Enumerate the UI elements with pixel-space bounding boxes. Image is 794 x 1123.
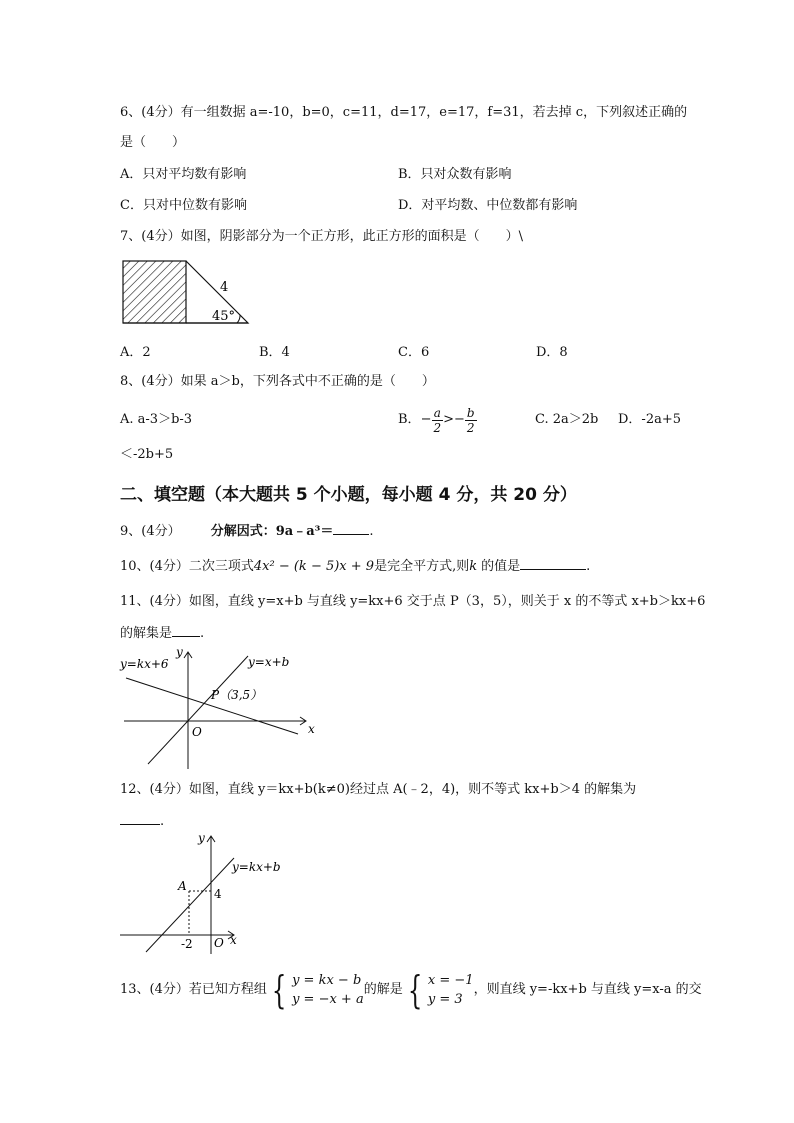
q13-end: ，则直线 y=-kx+b 与直线 y=x-a 的交 bbox=[473, 982, 702, 997]
q12-figure bbox=[118, 830, 298, 956]
q7-option-d: D．8 bbox=[536, 345, 568, 360]
q13-equation-system: { y = kx − b y = −x + a bbox=[271, 968, 364, 1012]
q12-stem-line1: 12、(4分）如图，直线 y＝kx+b(k≠0)经过点 A(﹣2，4)，则不等式 kx+b＞4 的解集为 bbox=[120, 782, 637, 797]
q6-option-c: C．只对中位数有影响 bbox=[120, 198, 247, 213]
q13-eq1: y = kx − b bbox=[292, 973, 362, 988]
q11-stem-line1: 11、(4分）如图，直线 y=x+b 与直线 y=kx+6 交于点 P（3，5），则关于 x 的不等式 x+b＞kx+6 bbox=[120, 594, 706, 609]
q10-period: . bbox=[586, 559, 591, 574]
q6-stem-line1: 6、(4分）有一组数据 a=-10，b=0，c=11，d=17，e=17，f=31，若去掉 c，下列叙述正确的 bbox=[120, 105, 688, 120]
q6-option-a: A．只对平均数有影响 bbox=[120, 167, 247, 182]
q10-line bbox=[120, 557, 590, 576]
q11-stem-line2 bbox=[120, 624, 204, 643]
q12-label-a: A bbox=[178, 879, 187, 893]
q11-label-p: P（3,5） bbox=[211, 688, 263, 702]
q11-line2-text: 的解集是 bbox=[120, 626, 173, 641]
q8-fraction-b: $\frac{b}{2}$ bbox=[466, 405, 475, 435]
q6-stem-line2: 是（ ） bbox=[120, 135, 186, 150]
q12-label-line: y=kx+b bbox=[232, 860, 281, 874]
q8-option-a: A. a-3＞b-3 bbox=[120, 412, 193, 427]
q10-expression: 4x² − (k − 5)x + 9 bbox=[253, 559, 375, 574]
q13-line bbox=[120, 967, 702, 1013]
q11-label-xb: y=x+b bbox=[248, 655, 290, 669]
q12-label-minus2: -2 bbox=[181, 937, 193, 951]
q13-sol2: y = 3 bbox=[427, 992, 463, 1007]
q9-text: 分解因式：9a﹣a³＝ bbox=[210, 524, 334, 539]
q12-period: . bbox=[160, 814, 165, 829]
q7-option-a: A．2 bbox=[120, 345, 151, 360]
q13-prefix: 13、(4分）若已知方程组 bbox=[120, 982, 267, 997]
q6-option-b: B．只对众数有影响 bbox=[398, 167, 512, 182]
q13-mid: 的解是 bbox=[363, 982, 403, 997]
q8-option-b: B． − $\frac{a}{2}$ >− $\frac{b}{2}$ bbox=[398, 405, 475, 435]
q9-prefix: 9、(4分） bbox=[120, 524, 181, 539]
q10-prefix: 10、(4分）二次三项式 bbox=[120, 559, 254, 574]
q11-figure bbox=[118, 644, 328, 772]
q8-option-d-part2: ＜-2b+5 bbox=[120, 447, 174, 462]
q10-mid: 是完全平方式,则 bbox=[374, 559, 470, 574]
q7-stem: 7、(4分）如图，阴影部分为一个正方形，此正方形的面积是（ ）\ bbox=[120, 229, 523, 244]
q9-period: . bbox=[369, 524, 374, 539]
q8-option-c: C. 2a＞2b bbox=[535, 412, 599, 427]
q11-line-y-xb bbox=[148, 656, 248, 764]
q11-line-y-kx6 bbox=[126, 678, 298, 734]
section-heading: 二、填空题（本大题共 5 个小题，每小题 4 分，共 20 分） bbox=[120, 485, 577, 505]
q13-solution-system: { x = −1 y = 3 bbox=[407, 968, 474, 1012]
q9-answer-blank[interactable] bbox=[333, 522, 369, 535]
q8-option-d-part1: D．-2a+5 bbox=[618, 412, 682, 427]
q9-line bbox=[120, 522, 374, 541]
q11-period: . bbox=[200, 626, 205, 641]
q12-label-x: x bbox=[230, 933, 237, 947]
q12-label-y: y bbox=[198, 831, 205, 845]
q7-option-c: C．6 bbox=[398, 345, 430, 360]
q11-label-x: x bbox=[308, 722, 315, 736]
q11-label-y: y bbox=[176, 645, 183, 659]
q7-angle-arc bbox=[237, 315, 240, 323]
q10-answer-blank[interactable] bbox=[520, 557, 586, 570]
q7-figure bbox=[118, 256, 258, 328]
q8-option-b-prefix: B． bbox=[398, 412, 421, 427]
q11-label-o: O bbox=[192, 725, 202, 739]
q7-label-45: 45° bbox=[212, 309, 236, 324]
q12-label-4: 4 bbox=[214, 887, 222, 901]
q7-label-4: 4 bbox=[220, 280, 229, 295]
q11-answer-blank[interactable] bbox=[172, 624, 200, 637]
q12-answer-blank[interactable] bbox=[120, 812, 160, 825]
q8-fraction-a: $\frac{a}{2}$ bbox=[433, 405, 442, 435]
q6-option-d: D．对平均数、中位数都有影响 bbox=[398, 198, 578, 213]
q13-eq2: y = −x + a bbox=[292, 992, 364, 1007]
q7-option-b: B．4 bbox=[259, 345, 290, 360]
q13-sol1: x = −1 bbox=[427, 973, 474, 988]
q10-var: k bbox=[469, 559, 478, 574]
q8-stem: 8、(4分）如果 a＞b，下列各式中不正确的是（ ） bbox=[120, 374, 435, 389]
q12-label-o: O bbox=[214, 936, 224, 950]
q12-stem-line2 bbox=[120, 812, 164, 831]
q10-end: 的值是 bbox=[481, 559, 521, 574]
q7-shaded-square bbox=[123, 261, 186, 323]
q11-label-kx6: y=kx+6 bbox=[120, 657, 169, 671]
